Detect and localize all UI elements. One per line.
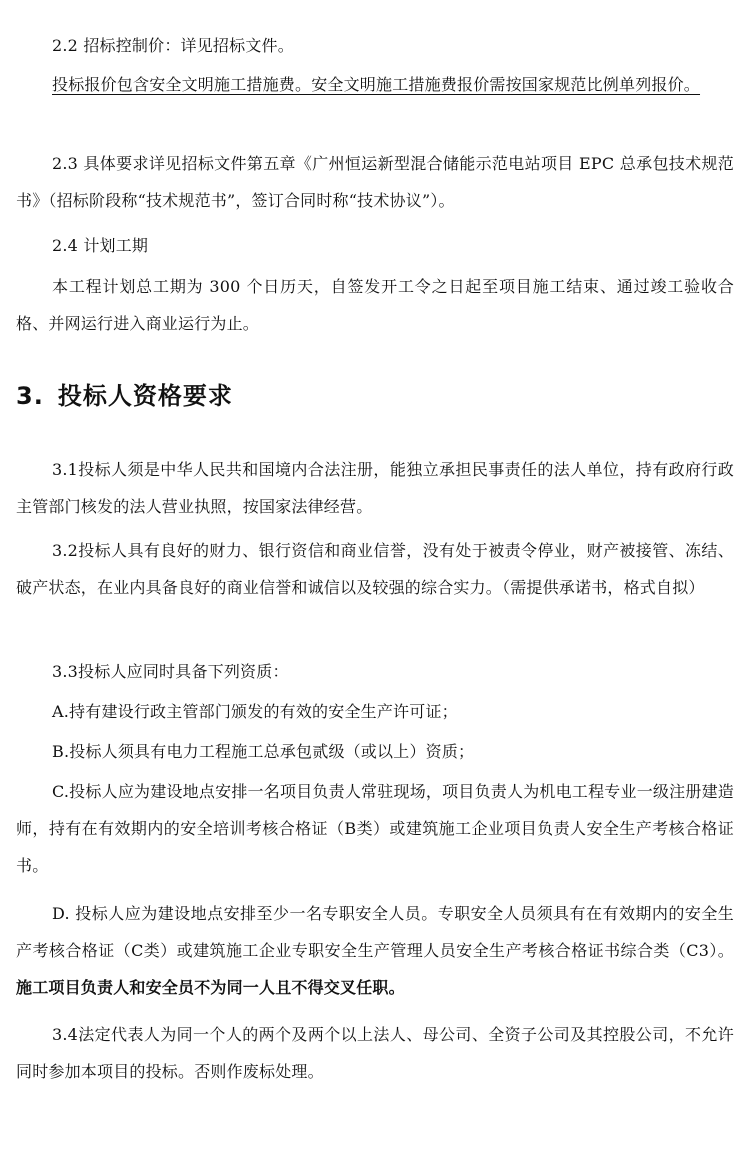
qualification-item-d [16,895,734,1006]
qualification-item-a: A.持有建设行政主管部门颁发的有效的安全生产许可证； [52,702,458,721]
paragraph-2-4-body: 本工程计划总工期为 300 个日历天，自签发开工令之日起至项目施工结束、通过竣工验收合格、并网运行进入商业运行为止。 [16,277,734,333]
section-3-number: 3. [16,382,44,410]
paragraph-2-2-note [16,66,734,103]
paragraph-3-1: 3.1投标人须是中华人民共和国境内合法注册，能独立承担民事责任的法人单位，持有政府行政主管部门核发的法人营业执照，按国家法律经营。 [16,460,734,516]
paragraph-3-3: 3.3投标人应同时具备下列资质： [52,662,289,681]
qualification-item-d-text: D. 投标人应为建设地点安排至少一名专职安全人员。专职安全人员须具有在有效期内的安全生产考核合格证（C类）或建筑施工企业专职安全生产管理人员安全生产考核合格证书综合类（C3）。 [16,904,734,960]
paragraph-2-2: 2.2 招标控制价：详见招标文件。 [52,36,294,55]
paragraph-2-4-title: 2.4 计划工期 [52,236,149,255]
qualification-item-b: B.投标人须具有电力工程施工总承包贰级（或以上）资质； [52,742,475,761]
paragraph-3-2: 3.2投标人具有良好的财力、银行资信和商业信誉，没有处于被责令停业，财产被接管、冻结、破产状态，在业内具备良好的商业信誉和诚信以及较强的综合实力。（需提供承诺书，格式自拟） [16,541,734,597]
paragraph-3-4: 3.4法定代表人为同一个人的两个及两个以上法人、母公司、全资子公司及其控股公司，不允许同时参加本项目的投标。否则作废标处理。 [16,1025,734,1081]
qualification-item-c: C.投标人应为建设地点安排一名项目负责人常驻现场，项目负责人为机电工程专业一级注册建造师，持有在有效期内的安全培训考核合格证（B类）或建筑施工企业项目负责人安全生产考核合格证书。 [16,782,734,875]
paragraph-2-3: 2.3 具体要求详见招标文件第五章《广州恒运新型混合储能示范电站项目 EPC 总承包技术规范书》（招标阶段称“技术规范书”，签订合同时称“技术协议”）。 [16,154,734,210]
section-3-heading [16,376,233,416]
qualification-item-d-bold: 施工项目负责人和安全员不为同一人且不得交叉任职。 [16,978,405,997]
underlined-text: 投标报价包含安全文明施工措施费。安全文明施工措施费报价需按国家规范比例单列报价。 [52,75,701,94]
section-3-title: 投标人资格要求 [57,382,233,410]
